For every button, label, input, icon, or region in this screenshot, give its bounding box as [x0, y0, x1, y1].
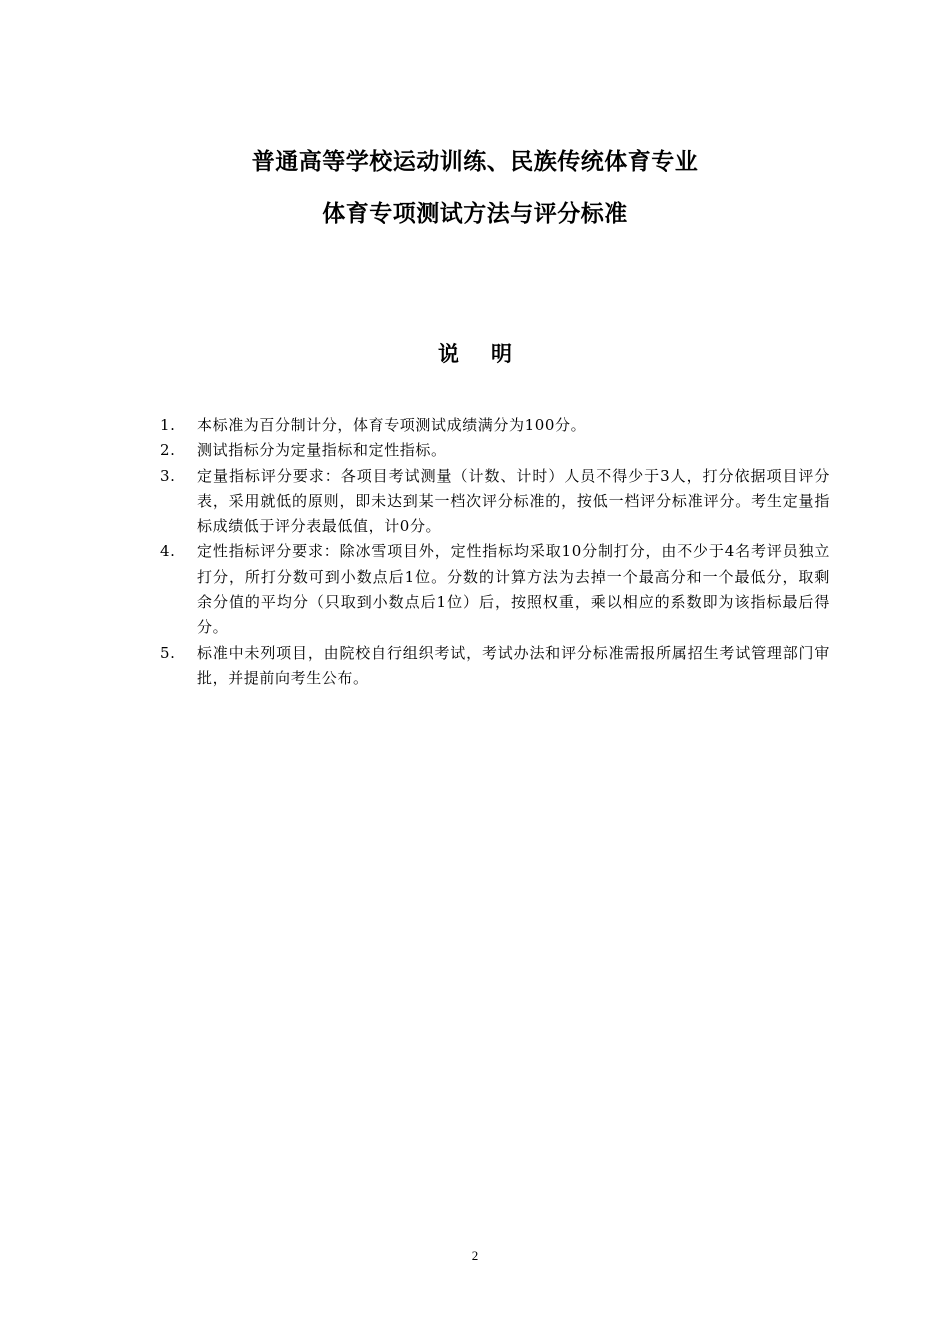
- note-text: 定量指标评分要求：各项目考试测量（计数、计时）人员不得少于3人，打分依据项目评分表，采用就低的原则，即未达到某一档次评分标准的，按低一档评分标准评分。考生定量指标成绩低于评分表最低值，计0分。: [197, 466, 830, 536]
- note-item-2: [160, 438, 830, 463]
- note-item-1: [160, 413, 830, 438]
- note-number: 5.: [160, 643, 176, 662]
- note-number: 4.: [160, 542, 176, 561]
- section-heading: 说明: [438, 342, 544, 366]
- note-number: 3.: [160, 466, 176, 485]
- note-text: 本标准为百分制计分，体育专项测试成绩满分为100分。: [197, 416, 587, 434]
- note-text: 测试指标分为定量指标和定性指标。: [197, 441, 447, 460]
- note-item-3: [160, 464, 830, 540]
- note-item-4: [160, 539, 830, 640]
- note-number: 1.: [160, 416, 176, 434]
- note-text: 定性指标评分要求：除冰雪项目外，定性指标均采取10分制打分，由不少于4名考评员独立打分，所打分数可到小数点后1位。分数的计算方法为去掉一个最高分和一个最低分，取剩余分值的平均分（只取到小数点后1位）后，按照权重，乘以相应的系数即为该指标最后得分。: [197, 542, 830, 637]
- note-item-5: [160, 641, 830, 692]
- notes-list: [160, 413, 830, 691]
- page-number: 2: [471, 1248, 479, 1263]
- note-number: 2.: [160, 441, 176, 460]
- note-text: 标准中未列项目，由院校自行组织考试，考试办法和评分标准需报所属招生考试管理部门审批，并提前向考生公布。: [197, 643, 830, 687]
- document-title-line1: 普通高等学校运动训练、民族传统体育专业: [251, 149, 699, 175]
- document-title-line2: 体育专项测试方法与评分标准: [322, 201, 628, 227]
